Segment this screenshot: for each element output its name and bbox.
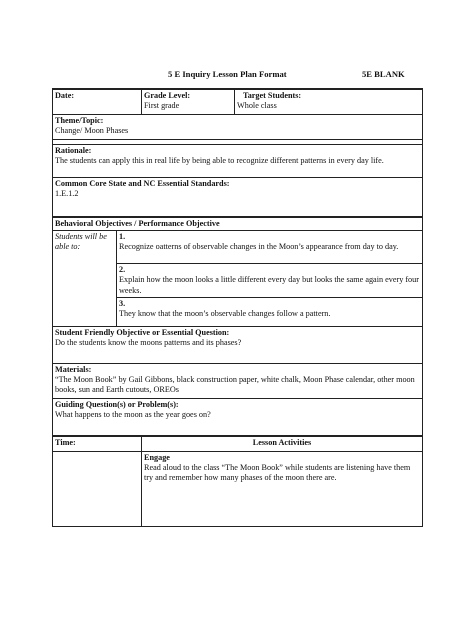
- grade-level-cell: [142, 89, 235, 115]
- rationale-value: The students can apply this in real life by being able to recognize different patterns in every day life.: [55, 156, 384, 166]
- guiding-row: [53, 398, 423, 436]
- lesson-activities-label: Lesson Activities: [252, 437, 312, 447]
- objectives-header-cell: [53, 217, 423, 231]
- engage-row: [53, 451, 423, 526]
- guiding-cell: [53, 398, 423, 436]
- objectives-header-row: [53, 217, 423, 231]
- objectives-side-cell: [53, 231, 117, 327]
- time-header-cell: [53, 436, 142, 452]
- materials-label: Materials:: [55, 364, 92, 374]
- engage-text: Read aloud to the class “The Moon Book” while students are listening have them try and remember how many phases of the moon there are.: [144, 463, 411, 483]
- lesson-activities-header-cell: [142, 436, 423, 452]
- student-objective-row: [53, 326, 423, 363]
- info-row: [53, 89, 423, 115]
- activities-header-row: [53, 436, 423, 452]
- rationale-row: [53, 145, 423, 178]
- materials-row: [53, 363, 423, 398]
- grade-level-label: Grade Level:: [144, 91, 191, 100]
- student-objective-value: Do the students know the moons patterns and its phases?: [55, 338, 242, 348]
- objective-number-2: 2.: [119, 265, 126, 275]
- lesson-plan-form: [52, 88, 422, 527]
- objective-cell-3: [117, 297, 423, 326]
- guiding-label: Guiding Question(s) or Problem(s):: [55, 399, 179, 409]
- target-students-cell: [235, 89, 423, 115]
- materials-value: “The Moon Book” by Gail Gibbons, black construction paper, white chalk, Moon Phase calendar, other moon books, sun and Earth cutouts, OREOs: [55, 375, 415, 395]
- lesson-plan-table: [52, 88, 423, 527]
- document-title: 5 E Inquiry Lesson Plan Format: [168, 69, 287, 79]
- document-tag: 5E BLANK: [362, 69, 405, 79]
- rationale-cell: [53, 145, 423, 178]
- theme-row: [53, 115, 423, 140]
- target-students-value: Whole class: [237, 101, 277, 111]
- objective-number-1: 1.: [119, 232, 126, 242]
- objective-text-2: Explain how the moon looks a little different every day but looks the same again every four weeks.: [119, 275, 419, 295]
- standards-row: [53, 178, 423, 218]
- theme-label: Theme/Topic:: [55, 116, 104, 125]
- student-objective-label: Student Friendly Objective or Essential Question:: [55, 327, 230, 337]
- engage-label: Engage: [144, 452, 170, 462]
- student-objective-cell: [53, 326, 423, 363]
- theme-value: Change/ Moon Phases: [55, 126, 129, 136]
- guiding-value: What happens to the moon as the year goes on?: [55, 410, 211, 420]
- target-students-label: Target Students:: [243, 91, 302, 100]
- objective-text-1: Recognize oatterns of observable changes in the Moon’s appearance from day to day.: [119, 242, 399, 252]
- objectives-label: Behavioral Objectives / Performance Objective: [55, 219, 220, 228]
- time-label: Time:: [55, 437, 76, 447]
- date-label: Date:: [55, 91, 75, 100]
- objective-number-3: 3.: [119, 298, 126, 308]
- date-cell: [53, 89, 142, 115]
- objective-text-3: They know that the moon’s observable changes follow a pattern.: [119, 309, 331, 319]
- standards-cell: [53, 178, 423, 218]
- objectives-side-label: Students will be able to:: [55, 232, 107, 252]
- rationale-label: Rationale:: [55, 146, 92, 155]
- engage-time-cell: [53, 451, 142, 526]
- objective-cell-1: [117, 231, 423, 264]
- standards-label: Common Core State and NC Essential Standards:: [55, 179, 230, 188]
- engage-cell: [142, 451, 423, 526]
- objective-cell-2: [117, 264, 423, 298]
- materials-cell: [53, 363, 423, 398]
- theme-cell: [53, 115, 423, 140]
- standards-value: 1.E.1.2: [55, 189, 79, 199]
- objective-row-1: [53, 231, 423, 264]
- grade-level-value: First grade: [144, 101, 180, 111]
